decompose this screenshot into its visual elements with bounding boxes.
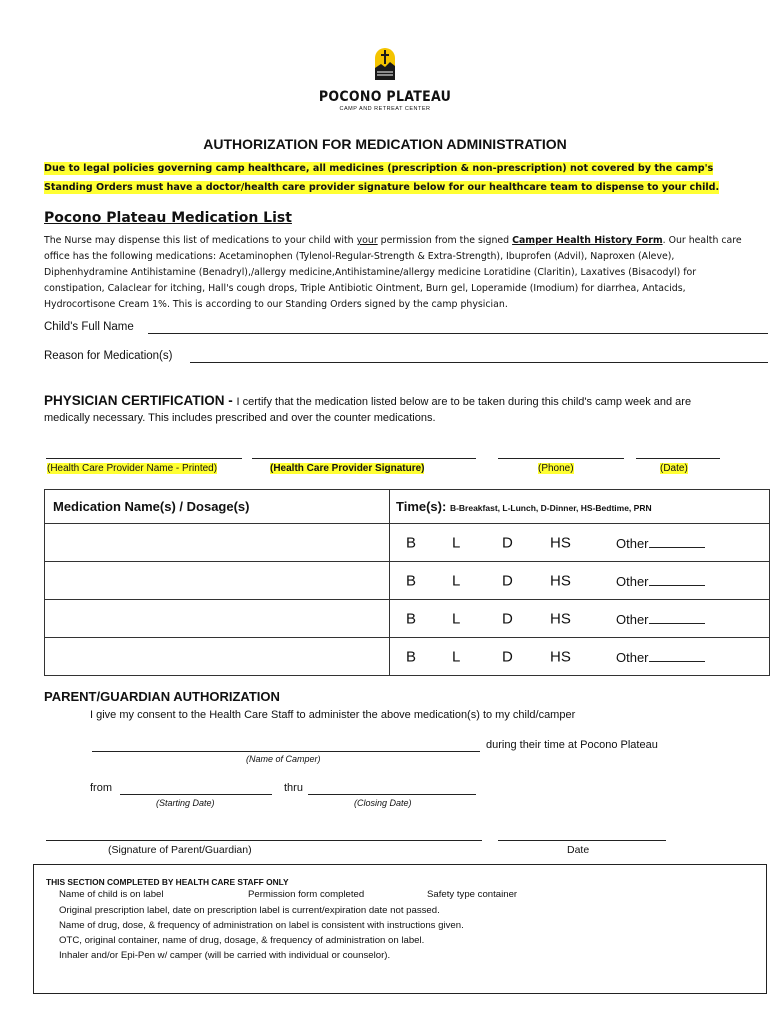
thru-label: thru (284, 782, 303, 794)
camper-name-input[interactable] (92, 751, 480, 752)
child-name-input[interactable] (148, 333, 768, 334)
times-options (390, 524, 770, 562)
provider-name-label: (Health Care Provider Name - Printed) (47, 463, 218, 474)
provider-date-label: (Date) (660, 463, 688, 474)
times-header: Time(s): B-Breakfast, L-Lunch, D-Dinner, HS-Bedtime, PRN (390, 490, 770, 524)
option-other-label: Other (616, 573, 649, 589)
medication-name-header: Medication Name(s) / Dosage(s) (45, 490, 390, 524)
medication-list-paragraph: The Nurse may dispense this list of medications to your child with your permission from the signed Camper Health History Form. Our health care office has the following medications: Acetaminophen (Tylenol-Regular-Strength & Extra-Strength), Ibuprofen (Advil), Naproxen (Aleve), Diphenhydramine Antihistamine (Benadryl),/allergy medicine,Antihistamine/allergy medicine Loratidine (Claritin), Laxatives (Bisacodyl) for constipation, Calaclear for itching, Hall's cough drops, Triple Antibiotic Ointment, Burn gel, Loperamide (Imodium) for diarrhea, Antacids, Hydrocortisone Cream 1%. This is according to our Standing Orders signed by the camp physician. (44, 235, 742, 310)
medication-table (44, 489, 770, 676)
form-title: AUTHORIZATION FOR MEDICATION ADMINISTRATION (203, 136, 567, 152)
reason-input[interactable] (190, 362, 768, 363)
option-bedtime[interactable]: HS (550, 648, 571, 665)
medication-input[interactable] (45, 600, 390, 638)
during-text: during their time at Pocono Plateau (486, 739, 658, 751)
consent-text: I give my consent to the Health Care Staff to administer the above medication(s) to my child/camper (90, 709, 576, 721)
table-row (45, 524, 770, 562)
staff-check-name-label[interactable]: Name of child is on label (59, 889, 164, 900)
medication-input[interactable] (45, 638, 390, 676)
staff-section-heading: THIS SECTION COMPLETED BY HEALTH CARE STAFF ONLY (46, 877, 289, 887)
option-breakfast[interactable]: B (406, 534, 417, 551)
from-label: from (90, 782, 112, 794)
physician-text: I certify that the medication listed below are to be taken during this child's camp week and are medically necessary. This includes prescribed and over the counter medications. (44, 396, 692, 424)
option-other-label: Other (616, 535, 649, 551)
medication-input[interactable] (45, 524, 390, 562)
provider-signature-label: (Health Care Provider Signature) (270, 463, 425, 474)
child-name-label: Child's Full Name (44, 321, 134, 333)
table-row (45, 638, 770, 676)
end-date-label: (Closing Date) (354, 798, 412, 808)
start-date-input[interactable] (120, 794, 272, 795)
table-header-row (45, 490, 770, 524)
provider-phone-input[interactable] (498, 458, 624, 459)
option-lunch[interactable]: L (452, 572, 461, 589)
logo-tagline: CAMP AND RETREAT CENTER (339, 106, 431, 112)
provider-date-input[interactable] (636, 458, 720, 459)
option-dinner[interactable]: D (502, 572, 513, 589)
times-options (390, 600, 770, 638)
option-dinner[interactable]: D (502, 534, 513, 551)
policy-line-2: Standing Orders must have a doctor/health care provider signature below for our healthcare team to dispense to your child. (44, 182, 720, 193)
camper-name-label: (Name of Camper) (246, 754, 321, 764)
times-options (390, 562, 770, 600)
option-dinner[interactable]: D (502, 648, 513, 665)
policy-line-1: Due to legal policies governing camp healthcare, all medicines (prescription & non-prescription) not covered by the camp's (44, 163, 714, 174)
option-lunch[interactable]: L (452, 610, 461, 627)
health-history-form-link[interactable]: Camper Health History Form (512, 235, 663, 246)
start-date-label: (Starting Date) (156, 798, 215, 808)
staff-check-safety-container[interactable]: Safety type container (427, 889, 518, 900)
option-other[interactable] (616, 535, 705, 551)
times-options (390, 638, 770, 676)
option-breakfast[interactable]: B (406, 610, 417, 627)
your-emphasis: your (356, 235, 378, 246)
provider-name-input[interactable] (46, 458, 242, 459)
parent-date-label: Date (567, 844, 590, 856)
reason-label: Reason for Medication(s) (44, 350, 173, 362)
option-bedtime[interactable]: HS (550, 610, 571, 627)
option-other-label: Other (616, 611, 649, 627)
option-other[interactable] (616, 573, 705, 589)
provider-signature-input[interactable] (252, 458, 476, 459)
option-breakfast[interactable]: B (406, 572, 417, 589)
staff-check-inhaler[interactable]: Inhaler and/or Epi-Pen w/ camper (will be carried with individual or counselor). (59, 950, 391, 961)
option-other-label: Other (616, 649, 649, 665)
physician-certification (44, 393, 734, 426)
provider-phone-label: (Phone) (538, 463, 574, 474)
parent-authorization-title: PARENT/GUARDIAN AUTHORIZATION (44, 689, 280, 704)
parent-date-input[interactable] (498, 840, 666, 841)
logo (300, 44, 470, 112)
parent-signature-label: (Signature of Parent/Guardian) (108, 844, 252, 856)
option-lunch[interactable]: L (452, 534, 461, 551)
logo-name: POCONO PLATEAU (318, 89, 452, 105)
option-dinner[interactable]: D (502, 610, 513, 627)
physician-heading: PHYSICIAN CERTIFICATION - (44, 393, 237, 408)
option-other[interactable] (616, 649, 705, 665)
table-row (45, 562, 770, 600)
table-row (45, 600, 770, 638)
staff-check-prescription-label[interactable]: Original prescription label, date on prescription label is current/expiration date not passed. (59, 905, 440, 916)
staff-check-otc[interactable]: OTC, original container, name of drug, dosage, & frequency of administration on label. (59, 935, 425, 946)
option-bedtime[interactable]: HS (550, 572, 571, 589)
end-date-input[interactable] (308, 794, 476, 795)
medication-input[interactable] (45, 562, 390, 600)
option-other[interactable] (616, 611, 705, 627)
mountain-cross-logo-icon (373, 44, 397, 82)
option-bedtime[interactable]: HS (550, 534, 571, 551)
medication-list-title: Pocono Plateau Medication List (44, 210, 292, 226)
option-breakfast[interactable]: B (406, 648, 417, 665)
staff-check-permission[interactable]: Permission form completed (248, 889, 365, 900)
parent-signature-input[interactable] (46, 840, 482, 841)
staff-check-drug-dose[interactable]: Name of drug, dose, & frequency of administration on label is consistent with instructions given. (59, 920, 464, 931)
option-lunch[interactable]: L (452, 648, 461, 665)
